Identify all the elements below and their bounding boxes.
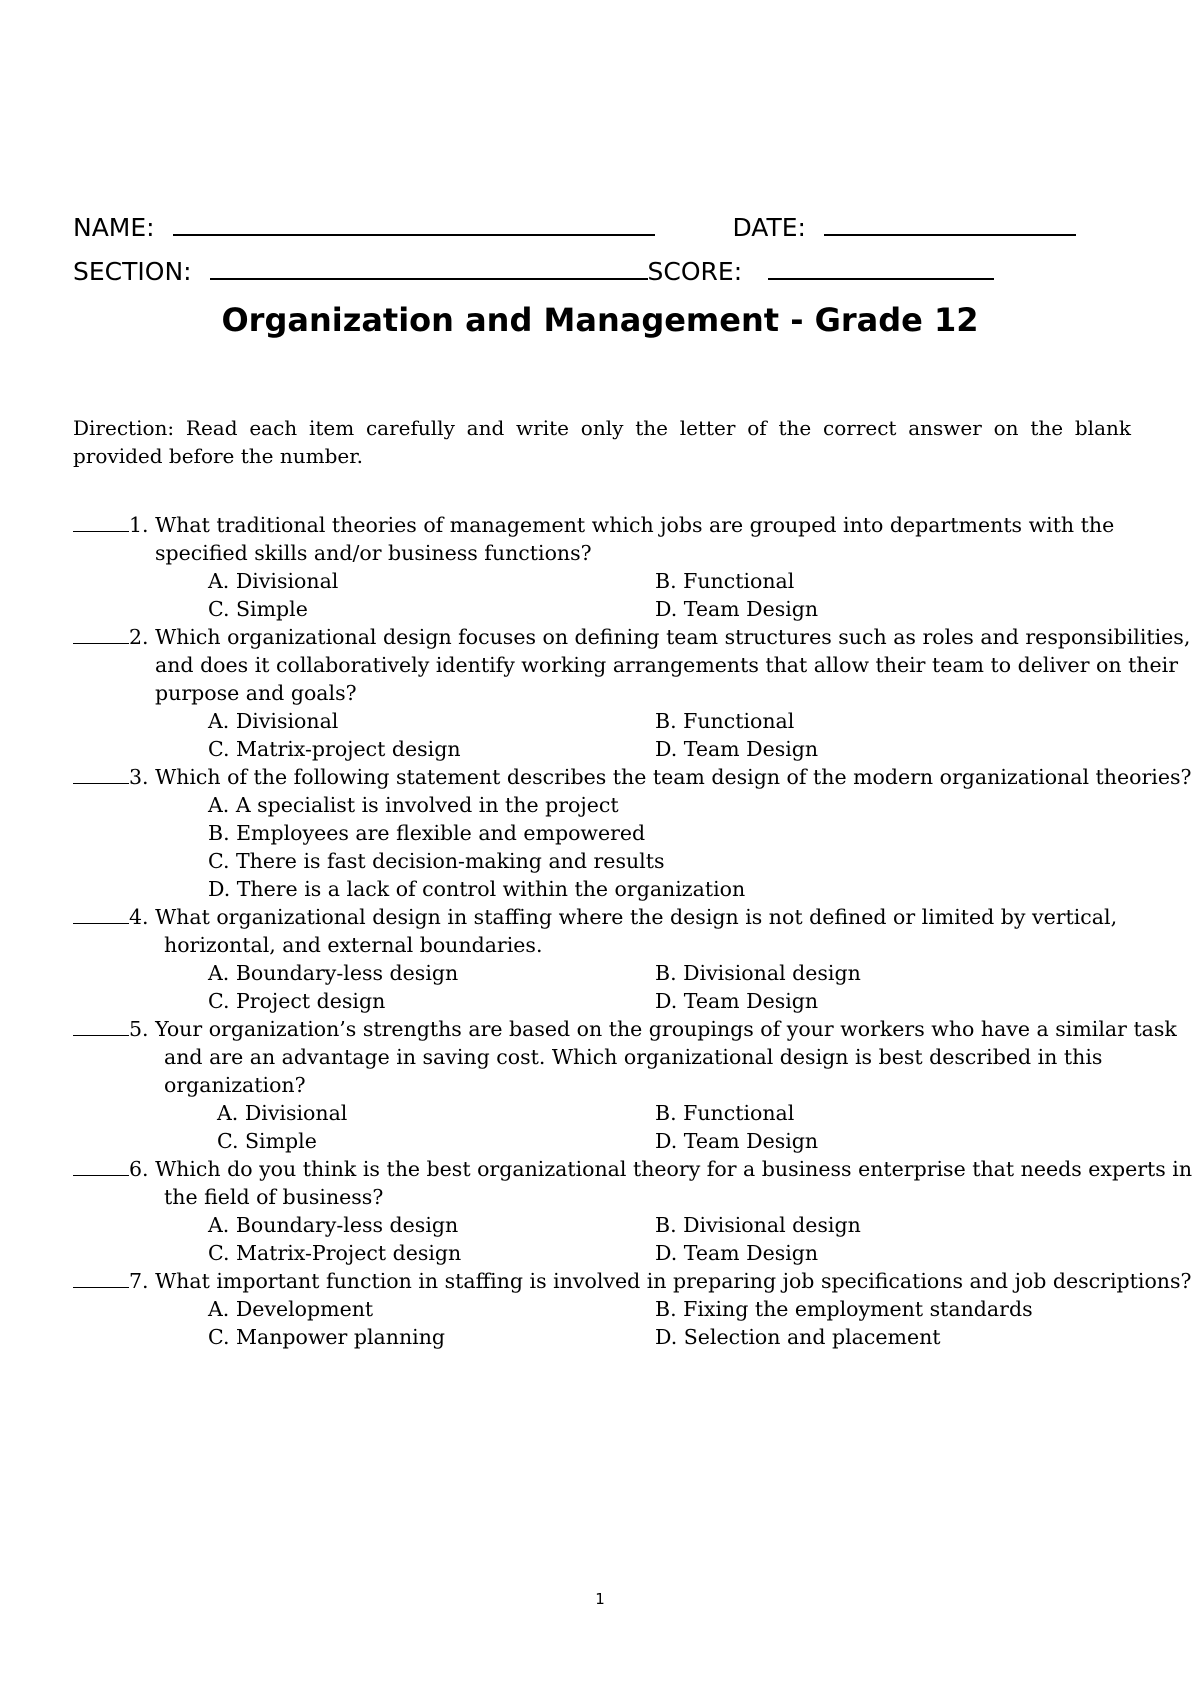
question-2 xyxy=(73,623,1191,763)
option-b: B. Divisional design xyxy=(655,1213,861,1237)
question-7 xyxy=(73,1267,1192,1351)
question-text: specified skills and/or business functions? xyxy=(155,541,592,565)
question-text: and are an advantage in saving cost. Which organizational design is best described in this xyxy=(164,1045,1103,1069)
option-d: D. Selection and placement xyxy=(655,1325,941,1349)
option-c: C. There is fast decision-making and results xyxy=(208,849,665,873)
answer-blank-1[interactable] xyxy=(73,511,129,532)
score-blank[interactable] xyxy=(768,256,994,280)
option-d: D. Team Design xyxy=(655,737,819,761)
question-1 xyxy=(73,511,1153,623)
option-b: B. Employees are flexible and empowered xyxy=(208,821,646,845)
question-4 xyxy=(73,903,1153,1015)
question-text: organization? xyxy=(164,1073,306,1097)
direction-text: Direction: Read each item carefully and write only the letter of the correct answer on the blank provided before the number. xyxy=(73,416,1131,468)
option-d: D. Team Design xyxy=(655,1129,819,1153)
question-3 xyxy=(73,763,1192,903)
answer-blank-7[interactable] xyxy=(73,1267,129,1288)
option-d: D. Team Design xyxy=(655,989,819,1013)
option-a: A. Development xyxy=(208,1297,374,1321)
option-a: A. A specialist is involved in the project xyxy=(208,793,619,817)
option-d: D. Team Design xyxy=(655,1241,819,1265)
question-text: 5. Your organization’s strengths are based on the groupings of your workers who have a similar task xyxy=(129,1017,1177,1041)
question-text: 7. What important function in staffing is involved in preparing job specifications and job descriptions? xyxy=(129,1269,1192,1293)
option-a: A. Divisional xyxy=(208,709,339,733)
date-blank[interactable] xyxy=(824,212,1076,236)
option-b: B. Fixing the employment standards xyxy=(655,1297,1033,1321)
question-text: horizontal, and external boundaries. xyxy=(164,933,543,957)
question-list xyxy=(73,511,1193,1351)
name-label: NAME: xyxy=(73,213,155,242)
question-text: 6. Which do you think is the best organizational theory for a business enterprise that needs experts in xyxy=(129,1157,1193,1181)
option-c: C. Simple xyxy=(208,597,308,621)
question-text: 2. Which organizational design focuses on defining team structures such as roles and responsibilities, xyxy=(129,625,1191,649)
question-text: 1. What traditional theories of management which jobs are grouped into departments with the xyxy=(129,513,1115,537)
answer-blank-2[interactable] xyxy=(73,623,129,644)
question-text: and does it collaboratively identify working arrangements that allow their team to deliver on their xyxy=(155,653,1178,677)
option-c: C. Simple xyxy=(217,1129,317,1153)
option-d: D. Team Design xyxy=(655,597,819,621)
answer-blank-6[interactable] xyxy=(73,1155,129,1176)
page-number: 1 xyxy=(595,1590,605,1608)
option-c: C. Project design xyxy=(208,989,386,1013)
name-blank[interactable] xyxy=(173,212,655,236)
question-6 xyxy=(73,1155,1193,1267)
option-b: B. Functional xyxy=(655,569,795,593)
option-b: B. Divisional design xyxy=(655,961,861,985)
option-a: A. Boundary-less design xyxy=(208,1213,459,1237)
question-text: 3. Which of the following statement describes the team design of the modern organizational theories? xyxy=(129,765,1192,789)
option-b: B. Functional xyxy=(655,1101,795,1125)
answer-blank-4[interactable] xyxy=(73,903,129,924)
section-blank[interactable] xyxy=(210,256,648,280)
question-text: 4. What organizational design in staffing where the design is not defined or limited by vertical, xyxy=(129,905,1118,929)
section-label: SECTION: xyxy=(73,257,192,286)
option-b: B. Functional xyxy=(655,709,795,733)
option-a: A. Divisional xyxy=(208,569,339,593)
section-score-row xyxy=(73,256,994,287)
answer-blank-3[interactable] xyxy=(73,763,129,784)
answer-blank-5[interactable] xyxy=(73,1015,129,1036)
question-text: the field of business? xyxy=(164,1185,384,1209)
question-text: purpose and goals? xyxy=(155,681,357,705)
option-c: C. Matrix-Project design xyxy=(208,1241,462,1265)
page-title: Organization and Management - Grade 12 xyxy=(221,301,979,339)
option-d: D. There is a lack of control within the organization xyxy=(208,877,746,901)
option-a: A. Boundary-less design xyxy=(208,961,459,985)
option-c: C. Matrix-project design xyxy=(208,737,461,761)
option-c: C. Manpower planning xyxy=(208,1325,446,1349)
date-label: DATE: xyxy=(732,213,806,242)
name-date-row xyxy=(73,212,1076,243)
score-label: SCORE: xyxy=(647,257,743,286)
option-a: A. Divisional xyxy=(217,1101,348,1125)
question-5 xyxy=(73,1015,1177,1155)
